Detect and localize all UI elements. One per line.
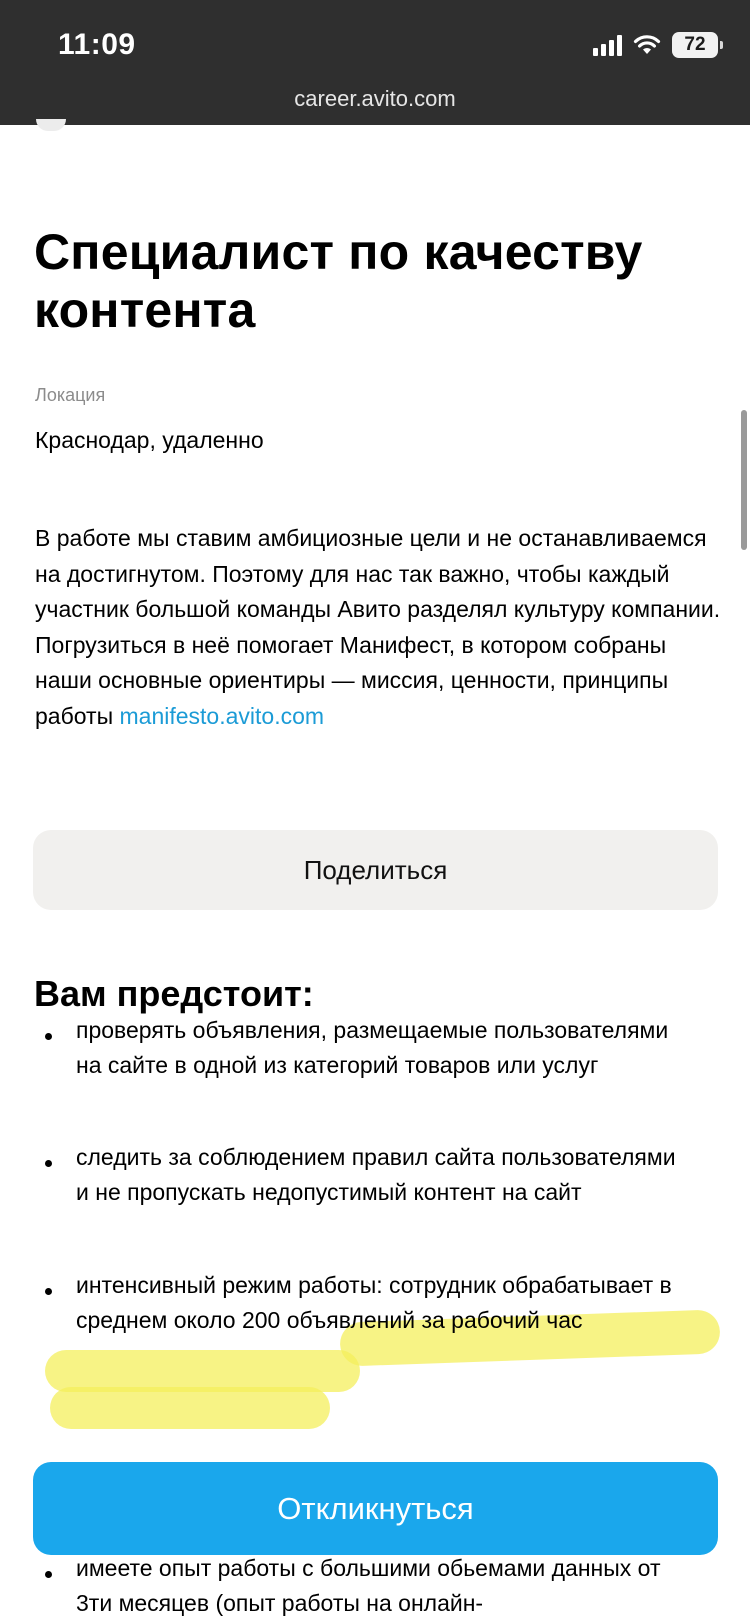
bullet-icon [45, 1033, 52, 1040]
bullet-icon [45, 1571, 52, 1578]
vacancy-title: Специалист по качеству контента [34, 224, 643, 338]
status-time: 11:09 [58, 28, 136, 61]
cellular-signal-icon [593, 34, 622, 56]
intro-paragraph [35, 521, 725, 734]
wifi-icon [632, 34, 662, 56]
partial-header-element [36, 119, 66, 131]
intro-text: В работе мы ставим амбициозные цели и не останавливаемся на достигнутом. Поэтому для нас так важно, чтобы каждый участник большой команды Авито разделял культуру компании. Погрузиться в неё помогает Манифест, в котором собраны наши основные ориентиры — миссия, ценности, принципы работы [35, 525, 721, 729]
share-button[interactable]: Поделиться [33, 830, 718, 910]
list-item-text: имеете опыт работы с большими обьемами данных от 3ти месяцев (опыт работы на онлайн- [76, 1555, 661, 1616]
duties-heading: Вам предстоит: [34, 973, 314, 1014]
manifesto-link[interactable]: manifesto.avito.com [119, 702, 325, 729]
list-item-text: следить за соблюдением правил сайта пользователями и не пропускать недопустимый контент на сайт [76, 1144, 676, 1205]
bullet-icon [45, 1160, 52, 1167]
bullet-icon [45, 1288, 52, 1295]
highlighter-mark [50, 1387, 330, 1429]
location-label: Локация [35, 385, 106, 405]
location-value: Краснодар, удаленно [35, 427, 264, 453]
highlighter-mark [45, 1350, 360, 1392]
list-item-text: проверять объявления, размещаемые пользователями на сайте в одной из категорий товаров или услуг [76, 1017, 669, 1078]
address-bar[interactable]: career.avito.com [294, 86, 456, 111]
list-item-text: интенсивный режим работы: сотрудник обрабатывает в среднем около 200 объявлений за рабочий час [76, 1272, 672, 1333]
browser-top-bar [0, 0, 750, 125]
apply-button[interactable]: Откликнуться [33, 1462, 718, 1555]
scrollbar[interactable] [741, 410, 747, 550]
battery-icon: 72 [672, 32, 718, 58]
status-icons [593, 30, 718, 60]
page-content [0, 125, 750, 1623]
